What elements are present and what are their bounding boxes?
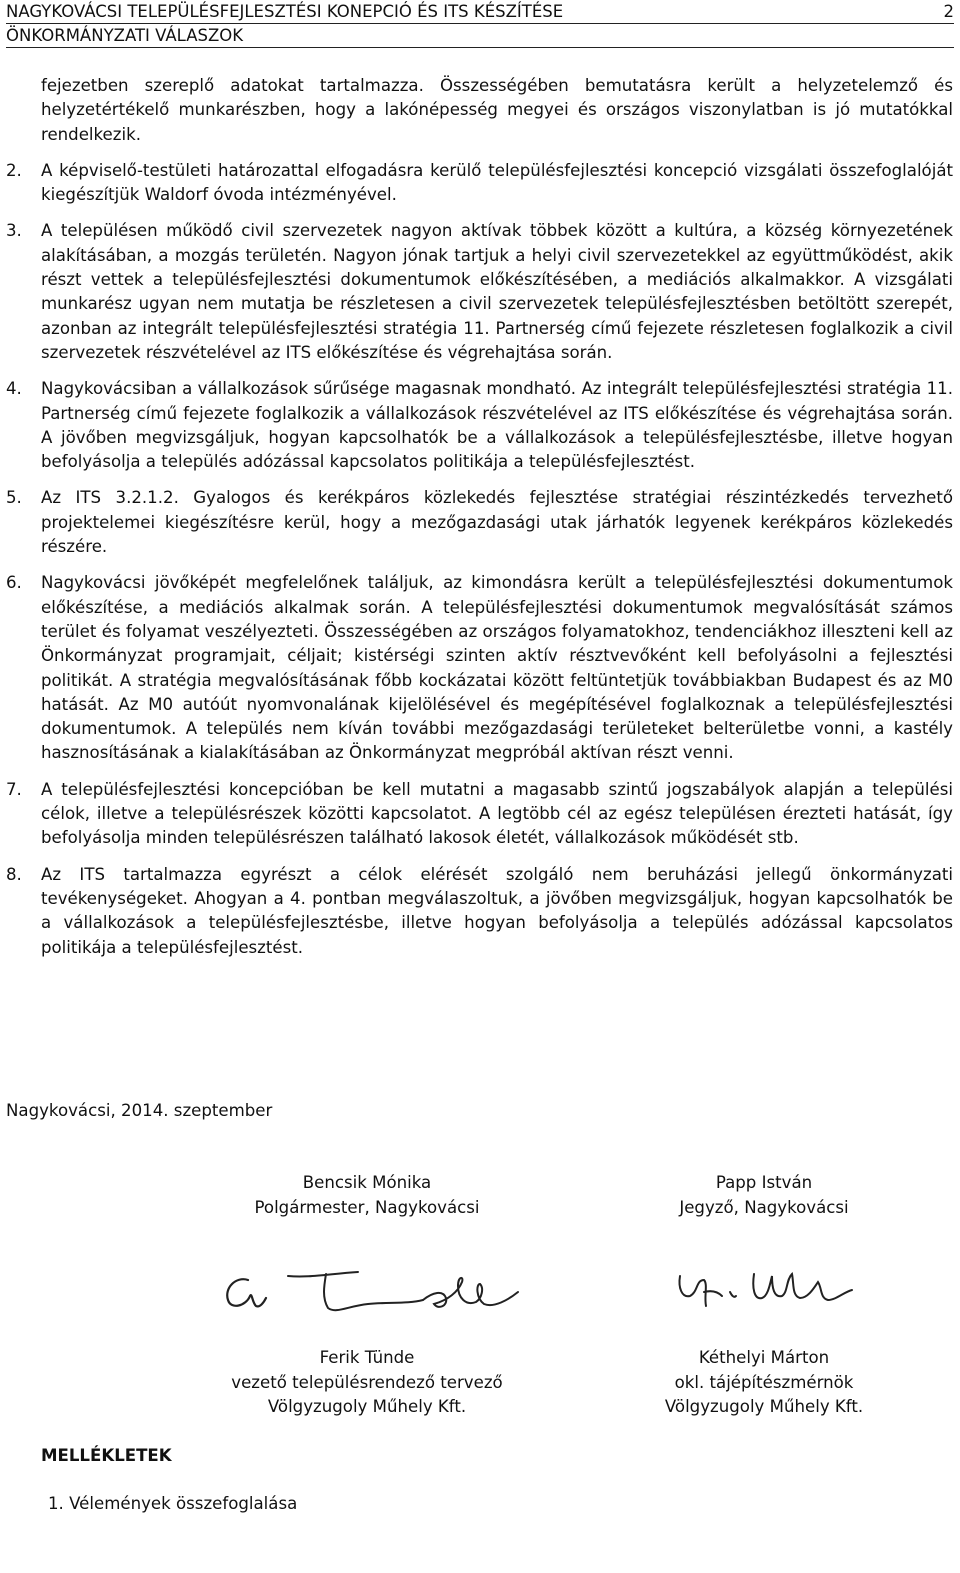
intro-paragraph: fejezetben szereplő adatokat tartalmazza. Összességében bemutatásra került a helyzetelemző és helyzetértékelő munkarészben, hogy a lakónépesség megyei és országos viszonylatban is jó mutatókkal rendelkezik. [41, 76, 953, 144]
signatory-name: Ferik Tünde [319, 1348, 415, 1367]
signatory-role: Polgármester, Nagykovácsi [254, 1197, 480, 1217]
item-text: Nagykovácsiban a vállalkozások sűrűsége magasnak mondható. Az integrált településfejlesztési stratégia 11. Partnerség című fejezete foglalkozik a vállalkozások részvételével az ITS előkészítése és végrehajtása során. A jövőben megvizsgáljuk, hogyan kapcsolhatók be a vállalkozások a településfejlesztésbe, illetve hogyan befolyásolja a település adózással kapcsolatos politikája a településfejlesztést. [41, 379, 953, 472]
signatory-name: Kéthelyi Márton [698, 1348, 830, 1367]
signatory-org: Völgyzugoly Műhely Kft. [267, 1397, 467, 1416]
item-number: 5. [6, 488, 22, 508]
item-text: A településen működő civil szervezetek nagyon aktívak többek között a kultúra, a község környezetének alakításában, a mozgás területén. Nagyon jónak tartjuk a helyi civil szervezetekkel az együttműködést, akik részt vettek a településfejlesztési dokumentumok előkészítésében, a mediációs alkalmakkor. A vizsgálati munkarész ugyan nem mutatja be részletesen a civil szervezetek településfejlesztésben betöltött szerepét, azonban az integrált településfejlesztési stratégia 11. Partnerség című fejezete részletesen foglalkozik a civil szervezetek részvételével az ITS előkészítése és végrehajtása során. [41, 221, 953, 362]
item-text: Az ITS 3.2.1.2. Gyalogos és kerékpáros közlekedés fejlesztése stratégiai részintézkedés tervezhető projektelemei kiegészítésre kerül, hogy a mezőgazdasági utak járhatók legyenek kerékpáros közlekedés részére. [41, 488, 953, 557]
list-item [6, 571, 953, 765]
document-subtitle: ÖNKORMÁNYZATI VÁLASZOK [6, 26, 244, 45]
signatory-org: Völgyzugoly Műhely Kft. [664, 1397, 864, 1416]
document-body [6, 74, 953, 960]
item-number: 3. [6, 221, 22, 241]
document-title: NAGYKOVÁCSI TELEPÜLÉSFEJLESZTÉSI KONEPCIÓ ÉS ITS KÉSZÍTÉSE [6, 2, 564, 21]
attachments-heading: MELLÉKLETEK [41, 1446, 172, 1465]
signatory-notary [584, 1171, 944, 1220]
item-number: 4. [6, 379, 22, 399]
header-subtitle-row [6, 24, 954, 48]
signature-right-image [668, 1262, 868, 1318]
list-item [6, 377, 953, 474]
signatory-planner [187, 1346, 547, 1420]
page-header [6, 0, 954, 48]
item-number: 2. [6, 160, 22, 180]
page-number: 2 [943, 2, 954, 21]
signatory-mayor [187, 1171, 547, 1220]
list-item [6, 159, 953, 208]
signatory-name: Papp István [715, 1173, 813, 1192]
attachment-item: 1. Vélemények összefoglalása [48, 1494, 298, 1513]
item-text: A képviselő-testületi határozattal elfogadásra kerülő településfejlesztési koncepció vizsgálati összefoglalóját kiegészítjük Waldorf óvoda intézményével. [41, 160, 953, 205]
header-title-row [6, 0, 954, 24]
date-line: Nagykovácsi, 2014. szeptember [6, 1101, 273, 1120]
signatory-landscape-architect [584, 1346, 944, 1420]
list-item [6, 863, 953, 960]
item-number: 8. [6, 864, 22, 884]
item-number: 7. [6, 779, 22, 799]
list-item [6, 486, 953, 559]
item-number: 6. [6, 573, 22, 593]
list-item [6, 219, 953, 365]
signatory-role: okl. tájépítészmérnök [674, 1372, 854, 1392]
item-text: A településfejlesztési koncepcióban be kell mutatni a magasabb szintű jogszabályok alapján a települési célok, illetve a településrészek közötti kapcsolatot. A legtöbb cél az egész településen érezteti hatását, így befolyásolja minden településrészen található lakosok életét, vállalkozások működését stb. [41, 779, 953, 848]
signature-left-image [218, 1262, 536, 1324]
item-text: Nagykovácsi jövőképét megfelelőnek találjuk, az kimondásra került a településfejlesztési dokumentumok előkészítése, a mediációs alkalmak során. A településfejlesztési dokumentumok megvalósítását számos terület és folyamat veszélyezteti. Összességében az országos folyamatokhoz, tendenciákhoz illeszteni kell az Önkormányzat programjait, céljait; kistérségi szinten aktív résztvevőként kell befolyásolni a fejlesztési politikát. A stratégia megvalósításának főbb kockázatai között feltüntetjük továbbiakban Budapest és az M0 hatását. Az M0 autóút nyomvonalának kijelölésével és megépítésével foglalkoznak a településfejlesztési dokumentumok. A település nem kíván további mezőgazdasági területeket belterületbe vonni, a kastély hasznosításának a kialakításában az Önkormányzat megpróbál aktívan részt venni. [41, 573, 953, 763]
signatory-role: Jegyző, Nagykovácsi [679, 1197, 849, 1217]
list-item [6, 778, 953, 851]
signatory-name: Bencsik Mónika [302, 1173, 432, 1192]
item-text: Az ITS tartalmazza egyrészt a célok elérését szolgáló nem beruházási jellegű önkormányzati tevékenységeket. Ahogyan a 4. pontban megválaszoltuk, a jövőben megvizsgáljuk, hogyan kapcsolhatók be a vállalkozások a településfejlesztésbe, illetve hogyan befolyásolja a település adózással kapcsolatos politikája a településfejlesztést. [41, 864, 953, 957]
signatory-role: vezető településrendező tervező [231, 1372, 503, 1392]
